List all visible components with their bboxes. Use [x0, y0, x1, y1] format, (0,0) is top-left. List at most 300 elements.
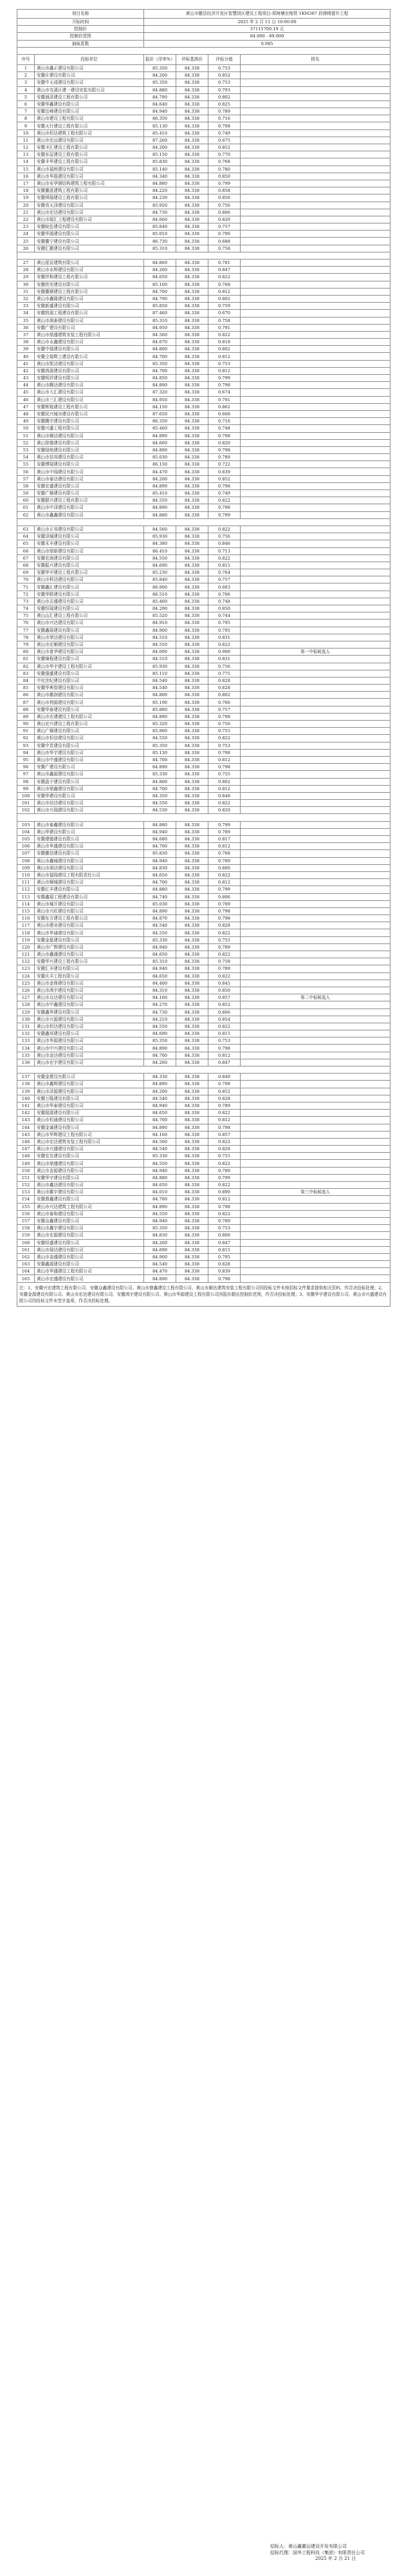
table-row — [17, 547, 390, 554]
rank-note — [241, 137, 390, 144]
offer-rate: 84.950 — [144, 324, 176, 331]
row-no: 124 — [17, 972, 35, 980]
table-row — [17, 879, 390, 886]
col-header-name: 投标单位 — [35, 54, 144, 64]
score: 0.795 — [208, 1253, 241, 1260]
table-row — [17, 1088, 390, 1095]
rank-note — [241, 533, 390, 540]
bidder-name: 黄山市鑫城建设有限公司 — [35, 857, 144, 864]
score: 0.758 — [208, 317, 241, 324]
rank-note — [241, 454, 390, 461]
offer-rate: 84.880 — [144, 180, 176, 187]
table-row — [17, 886, 390, 893]
table-row — [17, 526, 390, 533]
row-no: 112 — [17, 886, 35, 893]
rank-note — [241, 194, 390, 202]
rank-note — [241, 922, 390, 929]
bidder-name: 黄山市利源建设有限公司 — [35, 699, 144, 706]
bidder-name: 安徽众鑫建设有限公司 — [35, 1217, 144, 1224]
table-row — [17, 144, 390, 151]
base-price: 84.338 — [176, 670, 208, 677]
bidder-name: 安徽兴盛工程有限公司 — [35, 425, 144, 432]
score: 0.798 — [208, 1045, 241, 1052]
rank-note — [241, 1146, 390, 1153]
bidder-name: 安徽民兴城市建设有限公司 — [35, 410, 144, 417]
score: 0.852 — [208, 475, 241, 482]
row-no: 106 — [17, 843, 35, 850]
rank-note — [241, 72, 390, 79]
row-no: 43 — [17, 375, 35, 382]
score: 0.789 — [208, 965, 241, 972]
table-row — [17, 1268, 390, 1275]
bidder-name: 黄山市众达建设有限公司 — [35, 994, 144, 1001]
table-row — [17, 504, 390, 511]
base-price: 84.338 — [176, 864, 208, 871]
score: 0.770 — [208, 151, 241, 158]
score: 0.775 — [208, 670, 241, 677]
score: 0.768 — [208, 158, 241, 166]
rank-note — [241, 554, 390, 562]
bidder-name: 安徽禾丰建设有限公司 — [35, 540, 144, 547]
offer-rate: 84.260 — [144, 1239, 176, 1246]
offer-rate: 84.890 — [144, 482, 176, 489]
agent-line: 招标代理：国华工程科技（集团）有限责任公司 — [270, 2550, 365, 2555]
base-price: 84.338 — [176, 886, 208, 893]
offer-rate: 84.900 — [144, 627, 176, 634]
offer-rate: 84.890 — [144, 1203, 176, 1210]
rank-note — [241, 569, 390, 576]
score: 0.756 — [208, 663, 241, 670]
row-no: 48 — [17, 410, 35, 417]
base-price: 84.338 — [176, 158, 208, 166]
base-price: 84.338 — [176, 245, 208, 252]
bidder-name: 安徽华宇建设有限公司 — [35, 1174, 144, 1181]
row-no: 115 — [17, 907, 35, 914]
base-price: 84.338 — [176, 288, 208, 295]
rank-note — [241, 425, 390, 432]
bidder-name: 安徽华源建设有限公司 — [35, 231, 144, 238]
row-no: 128 — [17, 1001, 35, 1009]
row-no: 35 — [17, 317, 35, 324]
bidder-name: 中化世纪建设有限公司 — [35, 677, 144, 684]
control-price-value: 37115700.19 元 — [144, 26, 390, 33]
rank-note — [241, 180, 390, 187]
offer-rate: 86.410 — [144, 547, 176, 554]
bidder-name: 黄山市恒通建设有限公司 — [35, 1117, 144, 1124]
row-no: 51 — [17, 432, 35, 439]
base-price: 84.338 — [176, 100, 208, 108]
score: 0.822 — [208, 554, 241, 562]
table-row — [17, 79, 390, 86]
score: 0.817 — [208, 836, 241, 843]
rank-note — [241, 1124, 390, 1131]
rank-note — [241, 742, 390, 749]
rank-note — [241, 281, 390, 288]
bidder-name: 安徽鑫华建设有限公司 — [35, 1009, 144, 1016]
bidder-name: 安徽明祥建设有限公司 — [35, 375, 144, 382]
bidder-name: 黄山市兴瑞建设有限公司 — [35, 807, 144, 814]
base-price: 84.338 — [176, 994, 208, 1001]
rank-note — [241, 807, 390, 814]
row-no: 101 — [17, 800, 35, 807]
score: 0.900 — [208, 649, 241, 656]
base-price: 84.338 — [176, 1052, 208, 1059]
rank-note — [241, 461, 390, 468]
base-price: 84.338 — [176, 749, 208, 756]
score: 0.847 — [208, 1059, 241, 1066]
offer-rate: 84.650 — [144, 1110, 176, 1117]
score: 0.822 — [208, 331, 241, 338]
row-no: 29 — [17, 274, 35, 281]
base-price: 84.338 — [176, 1253, 208, 1260]
offer-rate: 84.890 — [144, 446, 176, 453]
row-no: 25 — [17, 238, 35, 245]
bidder-name: 黄山市中兴建设有限公司 — [35, 1045, 144, 1052]
row-no: 2 — [17, 72, 35, 79]
score: 0.820 — [208, 439, 241, 446]
table-row — [17, 591, 390, 598]
table-row — [17, 864, 390, 871]
rank-note — [241, 821, 390, 828]
bidder-name: 黄山市华宇建设有限公司 — [35, 749, 144, 756]
base-price: 84.338 — [176, 324, 208, 331]
table-row — [17, 1052, 390, 1059]
row-no: 18 — [17, 187, 35, 194]
offer-rate: 84.940 — [144, 1102, 176, 1109]
row-no: 109 — [17, 864, 35, 871]
base-price: 84.338 — [176, 612, 208, 620]
table-row — [17, 446, 390, 453]
score: 0.789 — [208, 1102, 241, 1109]
table-row — [17, 1117, 390, 1124]
bidder-name: 黄山市鑫盛建设有限公司 — [35, 951, 144, 958]
offer-rate: 84.950 — [144, 396, 176, 403]
rank-note — [241, 583, 390, 591]
table-row — [17, 274, 390, 281]
base-price: 84.338 — [176, 742, 208, 749]
score: 0.822 — [208, 497, 241, 504]
table-row — [17, 1275, 390, 1282]
bidder-name: 安徽中贵建设有限公司 — [35, 742, 144, 749]
table-row — [17, 893, 390, 900]
col-header-score: 评标分值 — [208, 54, 241, 64]
base-price: 84.338 — [176, 850, 208, 857]
table-row — [17, 93, 390, 100]
table-row — [17, 554, 390, 562]
bidder-name: 黄山市宏宇建设有限公司 — [35, 1059, 144, 1066]
base-price: 84.338 — [176, 771, 208, 778]
score: 0.854 — [208, 1016, 241, 1023]
table-row — [17, 1074, 390, 1081]
row-no: 17 — [17, 180, 35, 187]
score: 0.768 — [208, 281, 241, 288]
table-row — [17, 871, 390, 878]
table-row — [17, 699, 390, 706]
table-row — [17, 980, 390, 987]
bidder-name: 安徽东屋建设工程有限公司 — [35, 151, 144, 158]
score: 0.850 — [208, 173, 241, 180]
rank-note: 第一中标候选人 — [241, 649, 390, 656]
base-price: 84.338 — [176, 605, 208, 612]
bidder-name: 安徽万隆建设有限公司 — [35, 1095, 144, 1102]
rank-note — [241, 1153, 390, 1160]
score: 0.789 — [208, 108, 241, 115]
table-row — [17, 223, 390, 231]
row-no: 46 — [17, 396, 35, 403]
row-no: 93 — [17, 742, 35, 749]
bidder-name: 黄山市兴达建筑工程有限公司 — [35, 1203, 144, 1210]
bidder-name: 黄山市城开建设有限公司 — [35, 900, 144, 907]
base-price: 84.338 — [176, 260, 208, 267]
offer-rate: 84.690 — [144, 562, 176, 569]
offer-rate: 85.520 — [144, 612, 176, 620]
rank-note — [241, 1052, 390, 1059]
score: 0.668 — [208, 410, 241, 417]
bidder-name: 黄山市宏盛建设有限公司 — [35, 1275, 144, 1282]
table-row — [17, 958, 390, 965]
score: 0.849 — [208, 1074, 241, 1081]
score: 0.822 — [208, 1182, 241, 1189]
row-no: 146 — [17, 1138, 35, 1145]
row-no: 113 — [17, 893, 35, 900]
row-no: 15 — [17, 166, 35, 173]
bidder-name: 黄山市泰和建设有限公司 — [35, 1210, 144, 1217]
score: 0.757 — [208, 223, 241, 231]
row-no: 5 — [17, 93, 35, 100]
bidder-name: 黄山市鼎盛建设有限公司 — [35, 1160, 144, 1167]
offer-rate: 84.350 — [144, 792, 176, 799]
bidder-name: 安徽庆丰工程有限公司 — [35, 972, 144, 980]
offer-rate: 84.830 — [144, 864, 176, 871]
base-price: 84.338 — [176, 1037, 208, 1045]
rank-note — [241, 677, 390, 684]
score: 0.802 — [208, 93, 241, 100]
offer-rate: 84.200 — [144, 1088, 176, 1095]
table-row — [17, 245, 390, 252]
base-price: 84.338 — [176, 685, 208, 692]
base-price: 84.338 — [176, 836, 208, 843]
table-row — [17, 353, 390, 360]
rank-note — [241, 288, 390, 295]
offer-rate: 84.700 — [144, 843, 176, 850]
rank-note — [241, 526, 390, 533]
row-no: 42 — [17, 367, 35, 374]
table-row — [17, 410, 390, 417]
row-no: 116 — [17, 915, 35, 922]
bidder-name: 安徽琪瑞建设工程有限公司 — [35, 194, 144, 202]
rank-note — [241, 893, 390, 900]
bidder-name: 黄山市福庭建设有限公司 — [35, 166, 144, 173]
bidder-name: 黄山市恒达建设有限公司 — [35, 1023, 144, 1030]
row-no: 100 — [17, 792, 35, 799]
table-row — [17, 792, 390, 799]
table-row — [17, 129, 390, 137]
bidder-name: 安徽徽信建设有限公司 — [35, 850, 144, 857]
row-no: 52 — [17, 439, 35, 446]
base-price: 84.338 — [176, 310, 208, 317]
score: 0.806 — [208, 893, 241, 900]
offer-rate: 84.010 — [144, 1189, 176, 1196]
offer-rate: 84.890 — [144, 1045, 176, 1052]
rank-note — [241, 663, 390, 670]
offer-rate: 84.340 — [144, 173, 176, 180]
offer-rate: 85.350 — [144, 79, 176, 86]
bidder-name: 安徽祥和建设工程有限公司 — [35, 274, 144, 281]
offer-rate: 85.230 — [144, 569, 176, 576]
rank-note — [241, 843, 390, 850]
control-price-row — [17, 26, 390, 33]
rank-note — [241, 1059, 390, 1066]
separator-row — [17, 518, 390, 526]
bidder-name: 黄山市润达建设有限公司 — [35, 864, 144, 871]
offer-rate: 87.260 — [144, 137, 176, 144]
offer-rate: 84.890 — [144, 1124, 176, 1131]
row-no: 140 — [17, 1095, 35, 1102]
table-row — [17, 749, 390, 756]
offer-rate: 87.320 — [144, 389, 176, 396]
table-row — [17, 260, 390, 267]
score: 0.753 — [208, 1037, 241, 1045]
bidder-name: 黄山市永辉建设有限公司 — [35, 267, 144, 274]
table-row — [17, 1124, 390, 1131]
offer-rate: 85.350 — [144, 64, 176, 71]
row-no: 10 — [17, 129, 35, 137]
base-price: 84.338 — [176, 1124, 208, 1131]
bidder-name: 黄山市荣达建设有限公司 — [35, 634, 144, 641]
score: 0.847 — [208, 267, 241, 274]
row-no: 154 — [17, 1196, 35, 1203]
coefficient-row — [17, 40, 390, 47]
score: 0.798 — [208, 749, 241, 756]
rank-note — [241, 792, 390, 799]
rank-note — [241, 850, 390, 857]
offer-rate: 84.160 — [144, 1131, 176, 1138]
table-row — [17, 569, 390, 576]
rank-note — [241, 1131, 390, 1138]
base-price: 84.338 — [176, 692, 208, 699]
bidder-name: 黄山市科达建设有限公司 — [35, 576, 144, 583]
table-row — [17, 238, 390, 245]
row-no: 12 — [17, 144, 35, 151]
base-price: 84.338 — [176, 1217, 208, 1224]
offer-rate: 84.940 — [144, 108, 176, 115]
offer-rate: 85.140 — [144, 166, 176, 173]
offer-rate: 84.700 — [144, 1052, 176, 1059]
bidder-name: 安徽金诚建设有限公司 — [35, 1124, 144, 1131]
table-row — [17, 295, 390, 302]
offer-rate: 85.330 — [144, 1153, 176, 1160]
rank-note — [241, 547, 390, 554]
table-row — [17, 929, 390, 936]
row-no: 122 — [17, 958, 35, 965]
score: 0.683 — [208, 583, 241, 591]
table-row — [17, 620, 390, 627]
offer-rate: 84.650 — [144, 274, 176, 281]
bidder-name: 安徽东方建设工程有限公司 — [35, 915, 144, 922]
base-price: 84.338 — [176, 699, 208, 706]
rank-note — [241, 1167, 390, 1174]
score: 0.789 — [208, 1167, 241, 1174]
rank-note — [241, 540, 390, 547]
table-row — [17, 677, 390, 684]
score: 0.858 — [208, 187, 241, 194]
score: 0.759 — [208, 303, 241, 310]
offer-rate: 86.730 — [144, 238, 176, 245]
bidder-name: 黄山市兴盛建设有限公司 — [35, 1146, 144, 1153]
bidder-name: 黄山市大汇建设有限公司 — [35, 389, 144, 396]
row-no: 23 — [17, 223, 35, 231]
row-no: 95 — [17, 756, 35, 763]
offer-rate: 85.130 — [144, 749, 176, 756]
table-row — [17, 828, 390, 835]
bidder-name: 黄山市建业建设有限公司 — [35, 922, 144, 929]
base-price: 84.338 — [176, 627, 208, 634]
row-no: 78 — [17, 634, 35, 641]
bidder-name: 安徽辉煌建设工程有限公司 — [35, 403, 144, 410]
bidder-name: 黄山市恒达建筑工程有限公司 — [35, 129, 144, 137]
offer-rate: 84.800 — [144, 692, 176, 699]
base-price: 84.338 — [176, 591, 208, 598]
offer-rate: 84.900 — [144, 1253, 176, 1260]
bidder-name: 黄山市安华钢结构建筑工程有限公司 — [35, 180, 144, 187]
offer-rate: 85.840 — [144, 223, 176, 231]
offer-rate: 85.410 — [144, 490, 176, 497]
offer-rate: 87.650 — [144, 410, 176, 417]
bidder-name: 黄山市宏远建设有限公司 — [35, 137, 144, 144]
bidder-name: 黄山市中鑫建设有限公司 — [35, 1001, 144, 1009]
row-no: 125 — [17, 980, 35, 987]
base-price: 84.338 — [176, 792, 208, 799]
bidder-name: 安徽新盛建设有限公司 — [35, 303, 144, 310]
score: 0.795 — [208, 620, 241, 627]
score: 0.828 — [208, 922, 241, 929]
row-no: 53 — [17, 446, 35, 453]
project-row — [17, 10, 390, 19]
row-no: 161 — [17, 1246, 35, 1253]
score: 0.766 — [208, 699, 241, 706]
table-row — [17, 900, 390, 907]
row-no: 156 — [17, 1210, 35, 1217]
offer-rate: 85.130 — [144, 122, 176, 129]
base-price: 84.338 — [176, 706, 208, 713]
offer-rate: 84.910 — [144, 620, 176, 627]
base-price: 84.338 — [176, 1261, 208, 1268]
score: 0.670 — [208, 310, 241, 317]
bidder-name: 黄山市福瑞建设工程有限责任公司 — [35, 871, 144, 878]
bidder-name: 黄山市鸿宇建设有限公司 — [35, 987, 144, 994]
offer-rate: 84.550 — [144, 497, 176, 504]
offer-rate: 84.560 — [144, 331, 176, 338]
base-price: 84.338 — [176, 1182, 208, 1189]
table-row — [17, 303, 390, 310]
rank-note — [241, 115, 390, 122]
bidder-name: 黄山市志盛建设有限公司 — [35, 598, 144, 605]
rank-note — [241, 836, 390, 843]
offer-rate: 84.890 — [144, 1275, 176, 1282]
rank-note — [241, 972, 390, 980]
bidder-name: 黄山市华宇建设工程有限公司 — [35, 663, 144, 670]
col-header-rank: 排名 — [241, 54, 390, 64]
table-row — [17, 187, 390, 194]
base-price: 84.338 — [176, 1088, 208, 1095]
base-price: 84.338 — [176, 122, 208, 129]
offer-rate: 84.510 — [144, 634, 176, 641]
table-row — [17, 367, 390, 374]
base-price: 84.338 — [176, 569, 208, 576]
row-no: 114 — [17, 900, 35, 907]
table-row — [17, 1037, 390, 1045]
offer-rate: 84.200 — [144, 72, 176, 79]
